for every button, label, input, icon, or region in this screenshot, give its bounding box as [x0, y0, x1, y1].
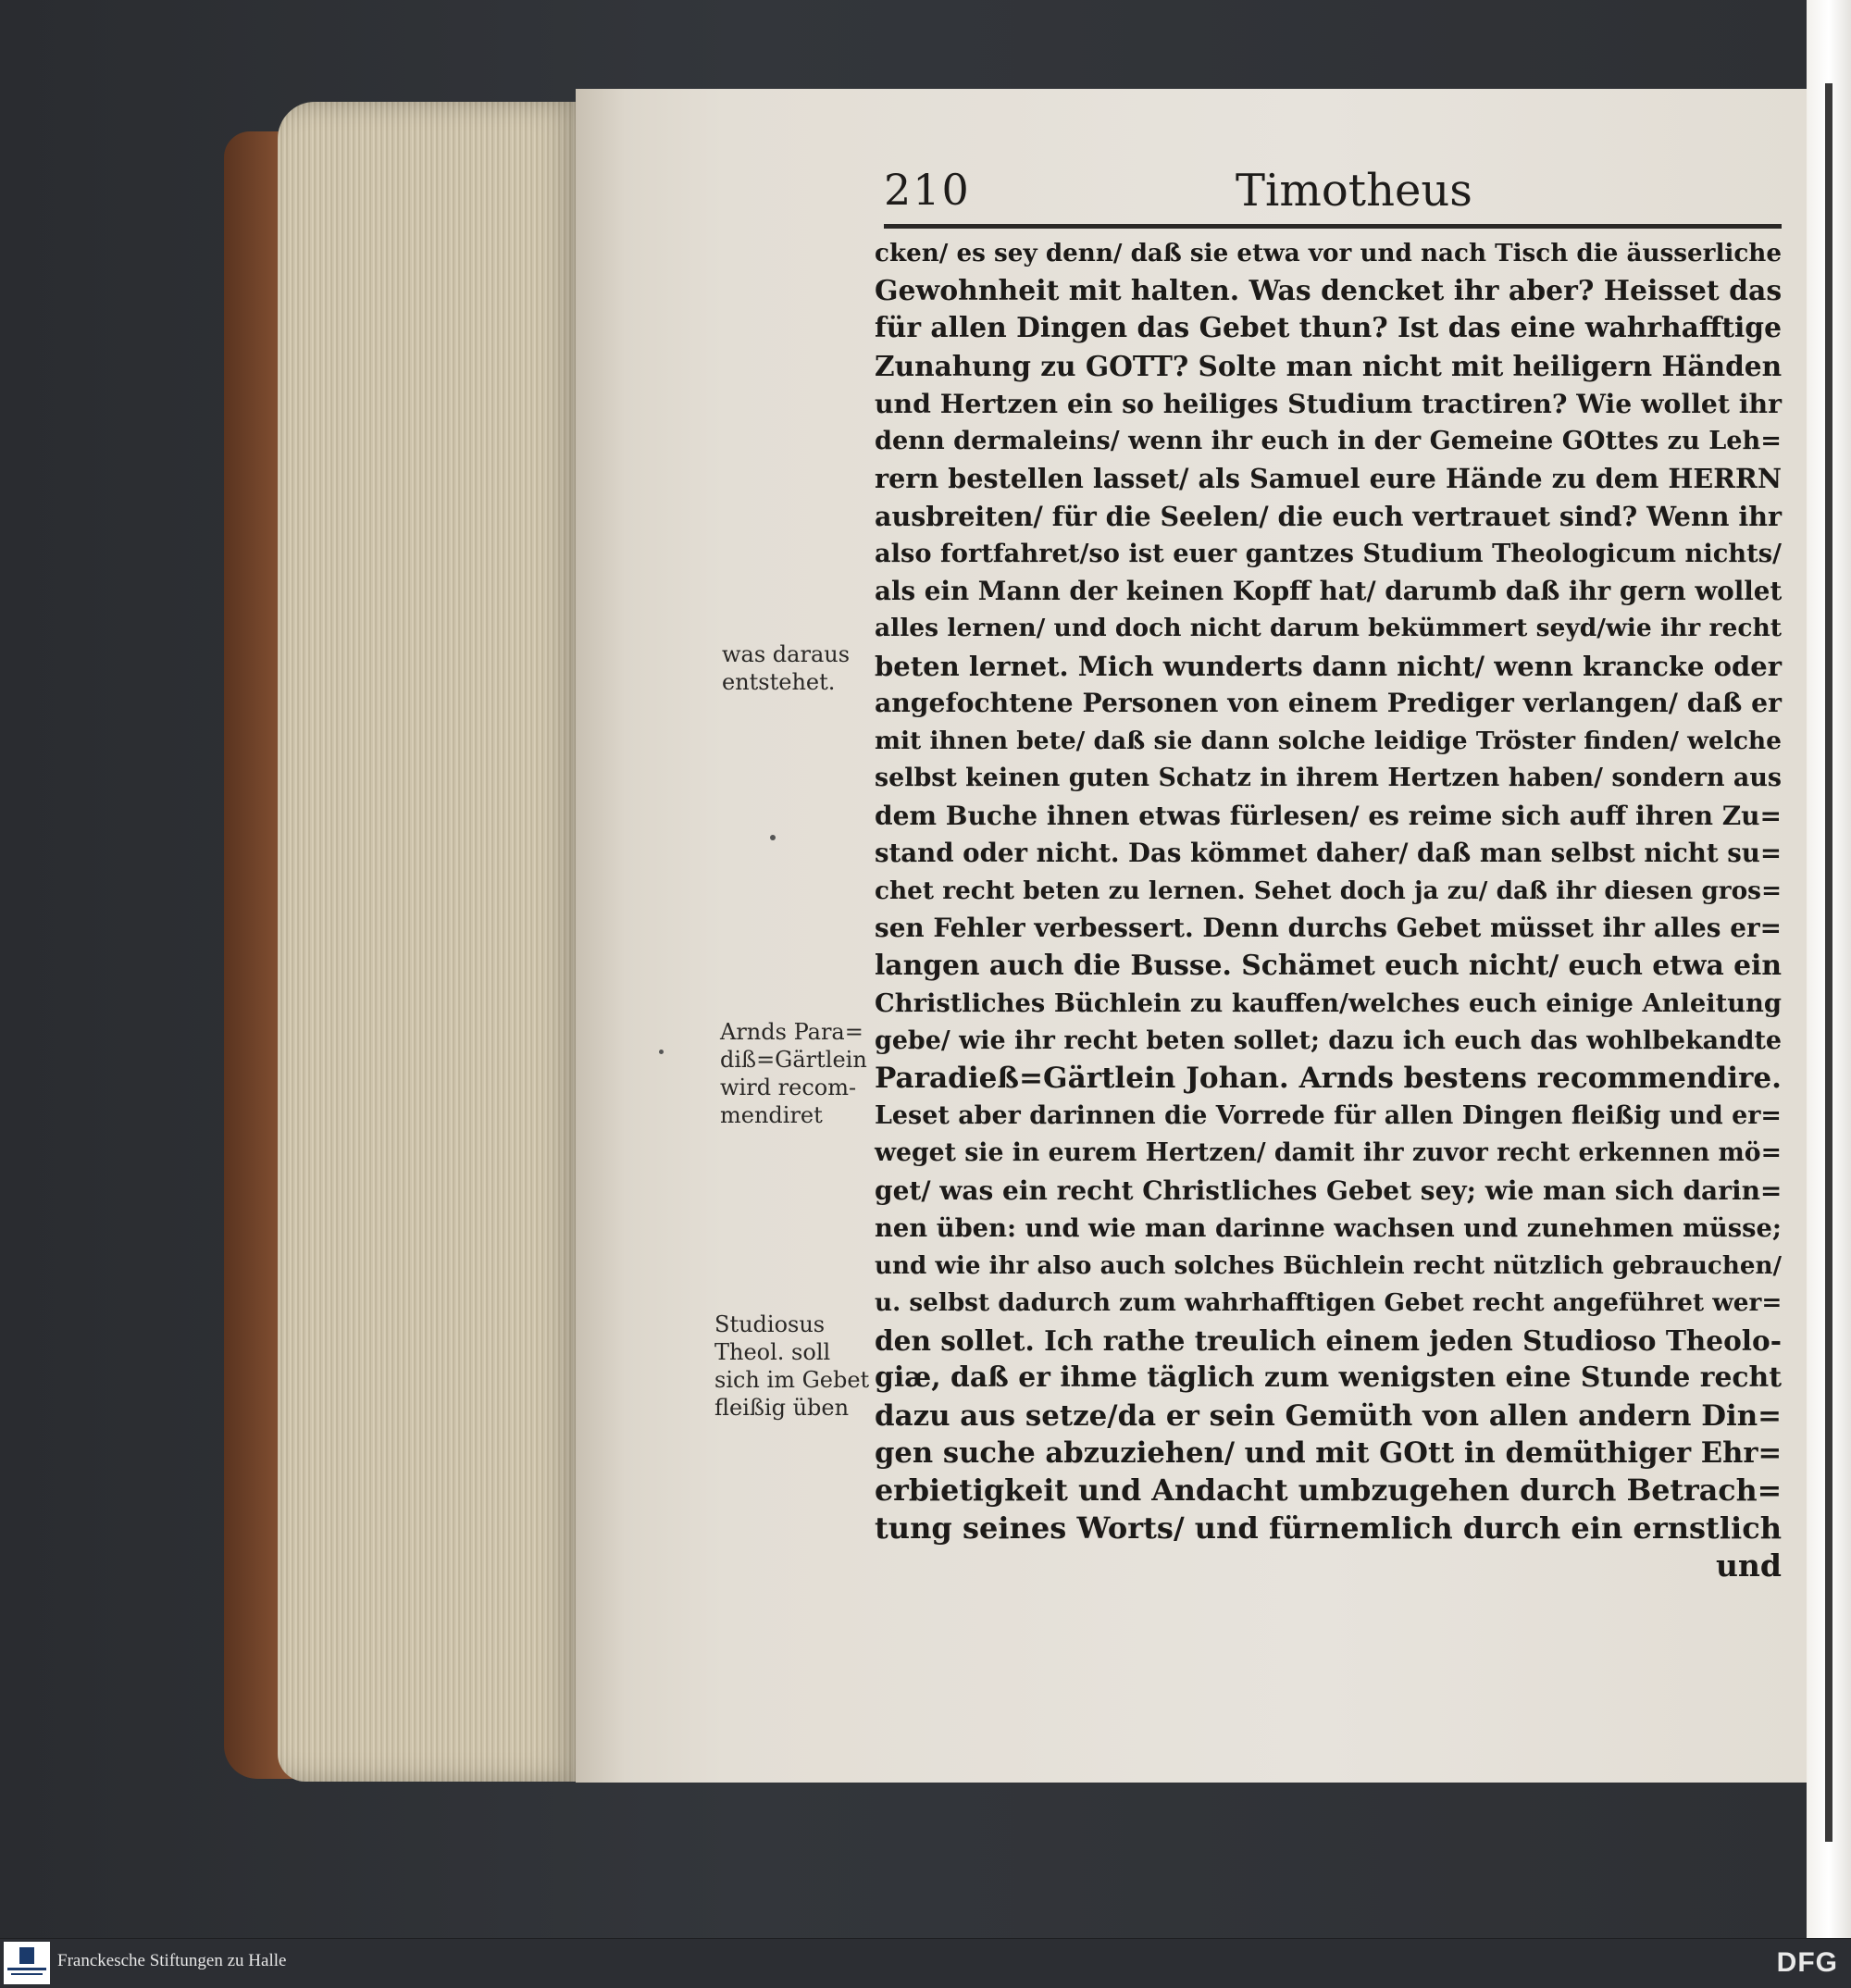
text-line: chet recht beten zu lernen. Sehet doch ja zu/ daß ihr diesen gros=: [875, 876, 1782, 905]
text-line: Gewohnheit mit halten. Was dencket ihr aber? Heisset das: [875, 274, 1783, 307]
text-line: als ein Mann der keinen Kopff hat/ darumb daß ihr gern wollet: [875, 575, 1783, 606]
marginal-note-line: Arnds Para=: [720, 1019, 863, 1045]
catchword: und: [1715, 1547, 1782, 1584]
institution-logo[interactable]: [4, 1942, 50, 1984]
text-line: dazu aus setze/da er sein Gemüth von allen andern Din=: [875, 1398, 1782, 1433]
marginal-note-line: sich im Gebet: [714, 1367, 870, 1393]
text-line: Paradieß=Gärtlein Johan. Arnds bestens recommendire.: [875, 1062, 1782, 1095]
text-line: angefochtene Personen von einem Prediger verlangen/ daß er: [875, 688, 1782, 718]
marginal-note-line: mendiret: [720, 1102, 823, 1128]
text-line: selbst keinen guten Schatz in ihrem Hertzen haben/ sondern aus: [875, 764, 1782, 792]
ink-speck: [659, 1050, 664, 1054]
text-line: Christliches Büchlein zu kauffen/welches euch einige Anleitung: [875, 988, 1782, 1018]
text-line: ausbreiten/ für die Seelen/ die euch vertrauet sind? Wenn ihr: [875, 500, 1782, 532]
text-line: gen suche abzuziehen/ und mit GOtt in demüthiger Ehr=: [875, 1436, 1783, 1470]
marginal-note-line: wird recom-: [720, 1075, 857, 1100]
text-line: gebe/ wie ihr recht beten sollet; dazu ich euch das wohlbekandte: [875, 1025, 1782, 1055]
text-line: langen auch die Busse. Schämet euch nicht/ euch etwa ein: [875, 949, 1782, 982]
dfg-logo[interactable]: DFG: [1776, 1947, 1838, 1978]
text-line: beten lernet. Mich wunderts dann nicht/ wenn krancke oder: [875, 650, 1782, 682]
text-line: Leset aber darinnen die Vorrede für allen Dingen fleißig und er=: [875, 1100, 1782, 1130]
text-line: denn dermaleins/ wenn ihr euch in der Gemeine GOttes zu Leh=: [875, 426, 1782, 455]
text-line: erbietigkeit und Andacht umbzugehen durch Betrach=: [875, 1472, 1783, 1508]
marginal-note: [722, 640, 850, 696]
text-line: und Hertzen ein so heiliges Studium tractiren? Wie wollet ihr: [875, 388, 1782, 419]
text-line: für allen Dingen das Gebet thun? Ist das eine wahrhafftige: [875, 312, 1782, 344]
text-line: tung seines Worts/ und fürnemlich durch ein ernstlich: [875, 1510, 1783, 1546]
marginal-note: [720, 1018, 867, 1129]
text-line: stand oder nicht. Das kömmet daher/ daß man selbst nicht su=: [875, 838, 1782, 868]
text-line: giæ, daß er ihme täglich zum wenigsten eine Stunde recht: [875, 1361, 1782, 1394]
marginal-note-line: Studiosus: [714, 1311, 826, 1337]
text-line: cken/ es sey denn/ daß sie etwa vor und nach Tisch die äusserliche: [875, 239, 1782, 267]
text-line: Zunahung zu GOTT? Solte man nicht mit heiligern Händen: [875, 349, 1783, 382]
text-line: mit ihnen bete/ daß sie dann solche leidige Tröster finden/ welche: [875, 726, 1782, 755]
page-number: 210: [884, 165, 971, 215]
marginal-note-line: diß=Gärtlein: [720, 1047, 867, 1073]
text-line: alles lernen/ und doch nicht darum bekümmert seyd/wie ihr recht: [875, 614, 1782, 642]
marginal-note: [714, 1311, 869, 1422]
page-edges: [278, 102, 583, 1782]
text-line: dem Buche ihnen etwas fürlesen/ es reime sich auff ihren Zu=: [875, 800, 1783, 831]
text-line: rern bestellen lasset/ als Samuel eure Hände zu dem HERRN: [875, 463, 1782, 494]
facing-page-edge: [1807, 0, 1851, 1938]
text-line: und wie ihr also auch solches Büchlein recht nützlich gebrauchen/: [875, 1250, 1782, 1280]
text-line: sen Fehler verbessert. Denn durchs Gebet müsset ihr alles er=: [875, 913, 1782, 943]
text-line: den sollet. Ich rathe treulich einem jeden Studioso Theolo-: [875, 1323, 1782, 1357]
marginal-note-line: entstehet.: [722, 669, 836, 695]
text-line: nen üben: und wie man darinne wachsen und zunehmen müsse;: [875, 1213, 1782, 1243]
header-rule: [884, 224, 1782, 229]
text-line: weget sie in eurem Hertzen/ damit ihr zuvor recht erkennen mö=: [875, 1138, 1782, 1167]
page-header: [884, 165, 1772, 230]
marginal-note-line: was daraus: [722, 641, 851, 667]
body-text: [875, 235, 1782, 1584]
marginal-note-line: fleißig üben: [714, 1395, 850, 1421]
institution-name[interactable]: Franckesche Stiftungen zu Halle: [57, 1951, 287, 1970]
ink-speck: [770, 835, 776, 840]
text-line: get/ was ein recht Christliches Gebet sey; wie man sich darin=: [875, 1174, 1783, 1206]
text-line: u. selbst dadurch zum wahrhafftigen Gebet recht angeführet wer=: [875, 1288, 1783, 1317]
text-line: also fortfahret/so ist euer gantzes Studium Theologicum nichts/: [875, 539, 1783, 568]
running-title: Timotheus: [1236, 165, 1472, 217]
marginal-note-line: Theol. soll: [714, 1339, 831, 1365]
